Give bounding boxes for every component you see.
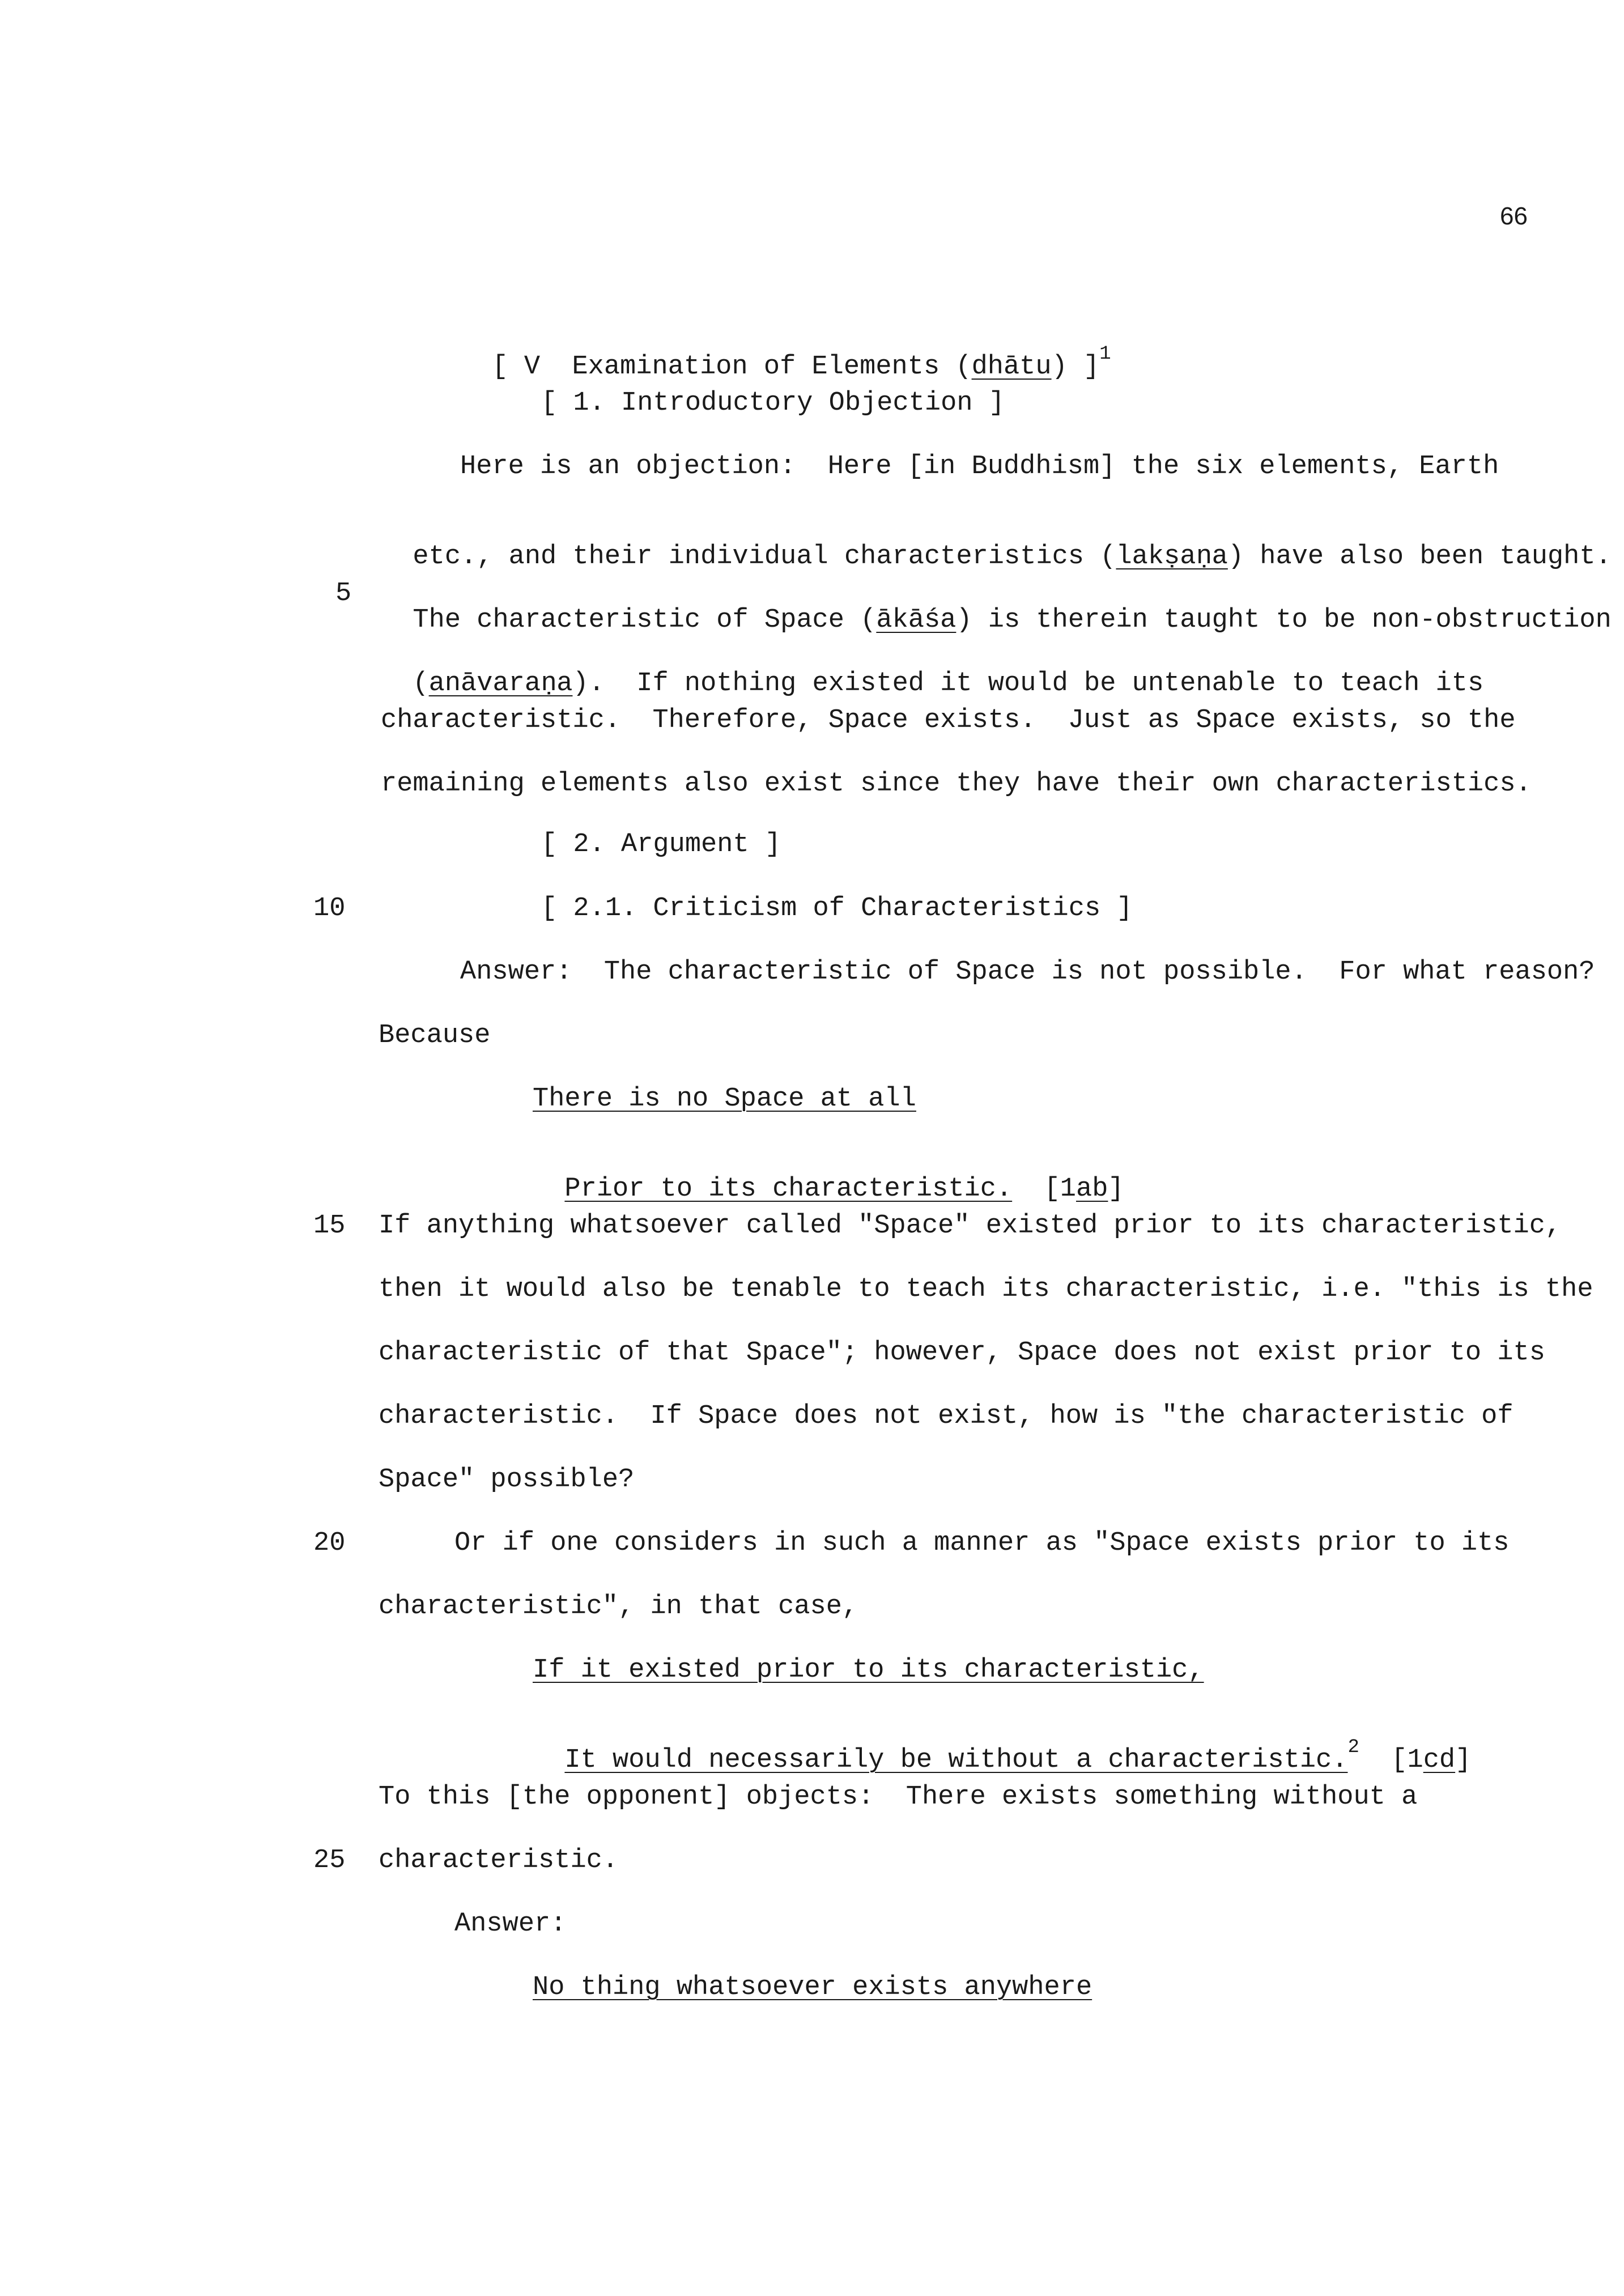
body-line: characteristic. [379, 1846, 619, 1876]
body-line: etc., and their individual characteristics (lakṣaṇa) have also been taught. [413, 542, 1612, 572]
body-line: To this [the opponent] objects: There exists something without a [379, 1782, 1418, 1812]
chapter-term: dhātu [971, 352, 1052, 382]
verse-line: Prior to its characteristic. [1ab] [564, 1174, 1124, 1204]
body-line: Because [379, 1021, 491, 1051]
section-heading-criticism: [ 2.1. Criticism of Characteristics ] [541, 894, 1133, 924]
body-line: Or if one considers in such a manner as "Space exists prior to its [454, 1528, 1510, 1558]
body-line: If anything whatsoever called "Space" existed prior to its characteristic, [379, 1211, 1562, 1241]
body-line: Answer: The characteristic of Space is not possible. For what reason? [460, 957, 1595, 987]
body-line: Space" possible? [379, 1465, 635, 1495]
verse-ref: [1ab] [1044, 1174, 1124, 1204]
section-heading-introductory-objection: [ 1. Introductory Objection ] [541, 388, 1005, 418]
chapter-heading-open: [ V Examination of Elements ( [492, 352, 972, 382]
verse-line: There is no Space at all [533, 1084, 916, 1114]
body-line: remaining elements also exist since they have their own characteristics. [381, 769, 1532, 799]
page-number: 66 [1500, 202, 1528, 230]
body-line: Here is an objection: Here [in Buddhism] the six elements, Earth [460, 452, 1499, 482]
body-line: Answer: [454, 1909, 567, 1939]
verse-line: If it existed prior to its characteristic, [533, 1655, 1204, 1685]
body-line: characteristic. Therefore, Space exists. Just as Space exists, so the [381, 705, 1516, 735]
body-line: (anāvaraṇa). If nothing existed it would be untenable to teach its [413, 669, 1484, 699]
body-line: characteristic of that Space"; however, Space does not exist prior to its [379, 1338, 1545, 1368]
chapter-heading [460, 327, 1111, 380]
verse-ref: [1cd] [1391, 1745, 1472, 1775]
line-number: 5 [335, 579, 352, 609]
line-number: 20 [313, 1528, 346, 1558]
verse-line: It would necessarily be without a characteristic.$^2$ [1cd] [564, 1737, 1472, 1775]
term-laksana: lakṣaṇa [1116, 542, 1228, 572]
term-anavarana: anāvaraṇa [428, 669, 573, 699]
body-line: then it would also be tenable to teach its characteristic, i.e. "this is the [379, 1274, 1593, 1304]
body-line: The characteristic of Space (ākāśa) is therein taught to be non-obstruction [413, 605, 1612, 635]
line-number: 10 [313, 894, 346, 924]
line-number: 15 [313, 1211, 346, 1241]
verse-line: No thing whatsoever exists anywhere [533, 1972, 1092, 2002]
footnote-ref-1: 1 [1099, 343, 1111, 365]
line-number: 25 [313, 1846, 346, 1876]
chapter-heading-close: ) ] [1051, 352, 1100, 382]
body-line: characteristic", in that case, [379, 1592, 858, 1622]
term-akasa: ākāśa [876, 605, 956, 635]
body-line: characteristic. If Space does not exist, how is "the characteristic of [379, 1401, 1514, 1431]
section-heading-argument: [ 2. Argument ] [541, 830, 781, 860]
footnote-ref-2: 2 [1347, 1737, 1359, 1758]
